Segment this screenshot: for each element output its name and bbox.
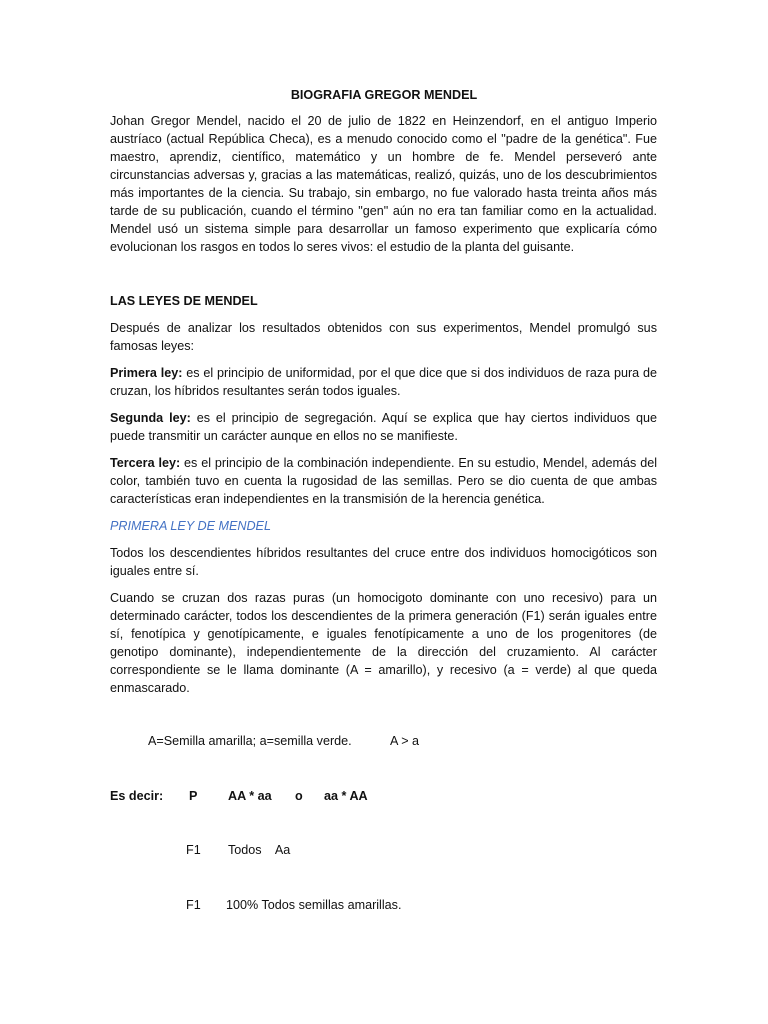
leyes-heading: LAS LEYES DE MENDEL	[110, 294, 258, 308]
primera-ley-p2: Cuando se cruzan dos razas puras (un homocigoto dominante con uno recesivo) para un determinado carácter, todos los descendientes de la primera generación (F1) serán iguales entre sí, fenotípica y genotípicamente, e iguales fenotípicamente a uno de los progenitores (de genotipo dominante), independientemente de la dirección del cruzamiento. Al carácter correspondiente se le llama dominante (A = amarillo), y recesivo (a = verde) al que queda enmascarado.	[110, 591, 657, 695]
law-label: Primera ley:	[110, 366, 183, 380]
bio-paragraph: Johan Gregor Mendel, nacido el 20 de julio de 1822 en Heinzendorf, en el antiguo Imperio austríaco (actual República Checa), es a menudo conocido como el "padre de la genética". Fue maestro, aprendiz, científico, matemático y un hombre de fe. Mendel perseveró ante circunstancias adversas y, gracias a las matemáticas, realizó, quizás, uno de los descubrimientos más importantes de la ciencia. Su trabajo, sin embargo, no fue valorado hasta treinta años más tarde de su publicación, cuando el término "gen" aún no era tan familiar como en la actualidad. Mendel usó un sistema simple para desarrollar un famoso experimento que explicaría cómo evolucionan los rasgos en todos lo seres vivos: el estudio de la planta del guisante.	[110, 114, 657, 254]
cross-p: P	[189, 789, 198, 803]
cross-left: AA * aa	[228, 789, 272, 803]
legend-text: A=Semilla amarilla; a=semilla verde.	[148, 734, 352, 748]
cross-o: o	[295, 789, 303, 803]
f1-text: Todos Aa	[228, 843, 291, 857]
f1-label: F1	[186, 843, 201, 857]
leyes-intro: Después de analizar los resultados obtenidos con sus experimentos, Mendel promulgó sus famosas leyes:	[110, 321, 657, 353]
law-label: Tercera ley:	[110, 456, 181, 470]
leyes-section	[110, 292, 657, 697]
f1-text: 100% Todos semillas amarillas.	[226, 898, 402, 912]
law-segunda	[110, 409, 657, 445]
f1-label: F1	[186, 898, 201, 912]
legend-relation: A > a	[390, 734, 420, 748]
law-text: es el principio de la combinación independiente. En su estudio, Mendel, además del color, también tuvo en cuenta la rugosidad de las semillas. Pero se dio cuenta de que ambas características eran independientes en la transmisión de la herencia genética.	[110, 456, 657, 506]
law-primera	[110, 364, 657, 400]
cross-label: Es decir:	[110, 789, 164, 803]
page-title: BIOGRAFIA GREGOR MENDEL	[290, 88, 478, 102]
law-label: Segunda ley:	[110, 411, 191, 425]
law-tercera	[110, 454, 657, 508]
law-text: es el principio de segregación. Aquí se explica que hay ciertos individuos que puede transmitir un carácter aunque en ellos no se manifieste.	[110, 411, 657, 443]
primera-ley-p1: Todos los descendientes híbridos resultantes del cruce entre dos individuos homocigóticos son iguales entre sí.	[110, 546, 657, 578]
primera-ley-heading: PRIMERA LEY DE MENDEL	[110, 519, 271, 533]
cross-right: aa * AA	[324, 789, 368, 803]
bio-section	[110, 112, 657, 256]
law-text: es el principio de uniformidad, por el que dice que si dos individuos de raza pura de cruzan, los híbridos resultantes serán todos iguales.	[110, 366, 657, 398]
